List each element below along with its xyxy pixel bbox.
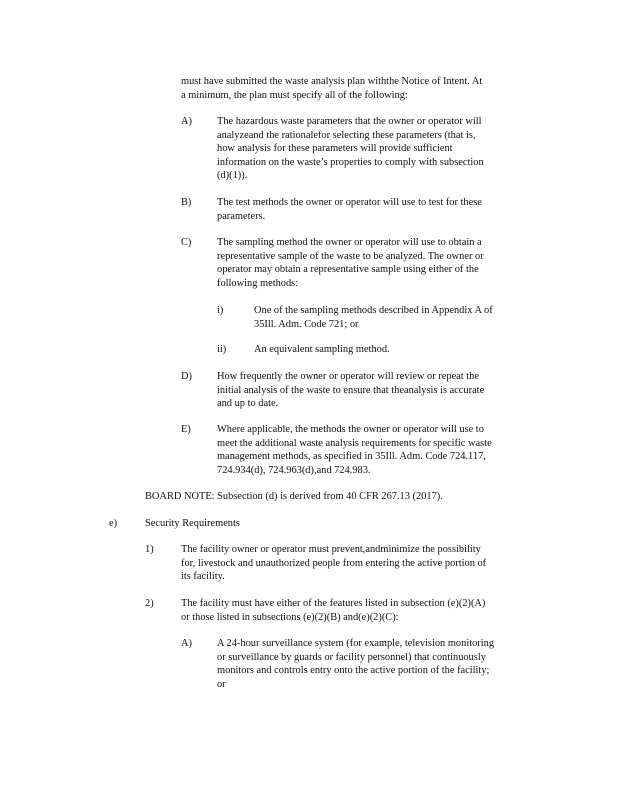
text-line: monitors and controls entry onto the active portion of the facility; bbox=[217, 665, 490, 677]
item-text-2 bbox=[181, 597, 533, 624]
text-line: or those listed in subsections (e)(2)(B) and(e)(2)(C): bbox=[181, 611, 399, 623]
section-title: Security Requirements bbox=[145, 518, 240, 529]
text-line: The hazardous waste parameters that the owner or operator will bbox=[217, 116, 482, 127]
item-label-d: D) bbox=[181, 371, 192, 382]
item-label-c: C) bbox=[181, 237, 192, 248]
text-line: information on the waste’s properties to comply with subsection bbox=[217, 156, 484, 168]
item-text-a bbox=[217, 115, 523, 183]
item-label-2a: A) bbox=[181, 638, 192, 649]
item-label-2: 2) bbox=[145, 598, 154, 609]
intro-paragraph bbox=[181, 75, 533, 102]
text-line: An equivalent sampling method. bbox=[254, 344, 390, 355]
text-line: The facility must have either of the features listed in subsection (e)(2)(A) bbox=[181, 598, 486, 609]
item-label-1: 1) bbox=[145, 544, 154, 555]
text-line: One of the sampling methods described in Appendix A of bbox=[254, 305, 493, 316]
item-text-c bbox=[217, 236, 525, 290]
text-line: The facility owner or operator must prevent,andminimize the possibility bbox=[181, 544, 481, 555]
text-line: operator may obtain a representative sample using either of the bbox=[217, 264, 479, 276]
text-line: 35Ill. Adm. Code 721; or bbox=[254, 318, 359, 330]
section-label-e: e) bbox=[109, 518, 118, 529]
item-label-e: E) bbox=[181, 424, 191, 435]
subitem-text-i bbox=[254, 304, 530, 331]
item-label-a: A) bbox=[181, 116, 192, 127]
text-line: or surveillance by guards or facility personnel) that continuously bbox=[217, 651, 486, 663]
item-text-e bbox=[217, 423, 527, 477]
text-line: 724.934(d), 724.963(d),and 724.983. bbox=[217, 464, 371, 476]
item-label-b: B) bbox=[181, 197, 192, 208]
text-line: its facility. bbox=[181, 571, 225, 583]
text-line: The test methods the owner or operator will use to test for these bbox=[217, 197, 482, 208]
board-note bbox=[145, 490, 505, 504]
text-line: analyzeand the rationalefor selecting these parameters (that is, bbox=[217, 129, 476, 141]
subitem-label-i: i) bbox=[217, 305, 224, 316]
text-line: following methods: bbox=[217, 277, 299, 289]
text-line: a minimum, the plan must specify all of the following: bbox=[181, 89, 408, 101]
item-text-1 bbox=[181, 543, 533, 584]
text-line: management methods, as specified in 35Ill. Adm. Code 724.117, bbox=[217, 451, 486, 463]
text-line: or bbox=[217, 678, 226, 690]
text-line: A 24-hour surveillance system (for example, television monitoring bbox=[217, 638, 495, 649]
text-line: meet the additional waste analysis requirements for specific waste bbox=[217, 437, 492, 449]
item-text-2a bbox=[217, 637, 531, 691]
text-line: The sampling method the owner or operator will use to obtain a bbox=[217, 237, 482, 248]
text-line: Where applicable, the methods the owner or operator will use to bbox=[217, 424, 484, 435]
text-line: How frequently the owner or operator will review or repeat the bbox=[217, 371, 479, 382]
text-line: for, livestock and unauthorized people from entering the active portion of bbox=[181, 557, 487, 569]
subitem-text-ii bbox=[254, 343, 530, 357]
text-line: and up to date. bbox=[217, 398, 279, 410]
text-line: how analysis for these parameters will provide sufficient bbox=[217, 143, 453, 155]
text-line: representative sample of the waste to be analyzed. The owner or bbox=[217, 250, 484, 262]
subitem-label-ii: ii) bbox=[217, 344, 227, 355]
item-text-b bbox=[217, 196, 523, 223]
text-line: must have submitted the waste analysis plan withthe Notice of Intent. At bbox=[181, 76, 483, 87]
text-line: initial analysis of the waste to ensure that theanalysis is accurate bbox=[217, 384, 485, 396]
board-note-text: BOARD NOTE: Subsection (d) is derived from 40 CFR 267.13 (2017). bbox=[145, 491, 443, 502]
text-line: parameters. bbox=[217, 210, 266, 222]
item-text-d bbox=[217, 370, 523, 411]
text-line: (d)(1)). bbox=[217, 170, 248, 182]
